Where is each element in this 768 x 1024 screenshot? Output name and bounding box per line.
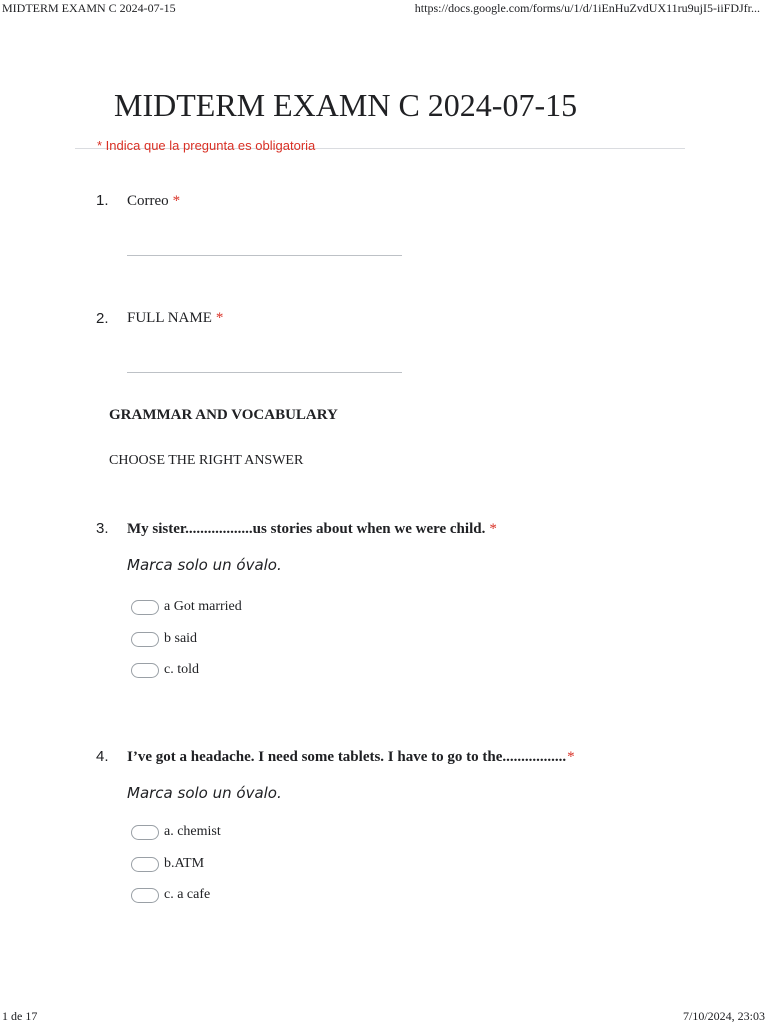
- option-label: a. chemist: [164, 824, 221, 839]
- print-header-title: MIDTERM EXAMN C 2024-07-15: [2, 1, 176, 15]
- print-header-url: https://docs.google.com/forms/u/1/d/1iEnHuZvdUX11ru9ujI5-iiFDJfr...: [414, 1, 760, 15]
- question-3-option-a[interactable]: [131, 596, 242, 618]
- question-4-text: I’ve got a headache. I need some tablets. I have to go to the.................: [127, 749, 567, 765]
- question-2-label: [127, 310, 223, 327]
- radio-oval-icon[interactable]: [131, 857, 159, 872]
- radio-oval-icon[interactable]: [131, 663, 159, 678]
- question-4-number: 4.: [96, 748, 109, 765]
- form-title: MIDTERM EXAMN C 2024-07-15: [114, 87, 578, 123]
- required-asterisk: *: [215, 310, 224, 326]
- question-3-instruction: Marca solo un óvalo.: [127, 556, 282, 574]
- question-1-label: [127, 193, 180, 210]
- question-3-option-c[interactable]: [131, 659, 199, 681]
- question-4-option-b[interactable]: [131, 853, 204, 875]
- section-description: CHOOSE THE RIGHT ANSWER: [109, 453, 304, 468]
- radio-oval-icon[interactable]: [131, 632, 159, 647]
- email-field[interactable]: [127, 255, 402, 256]
- question-2-number: 2.: [96, 310, 109, 327]
- radio-oval-icon[interactable]: [131, 888, 159, 903]
- question-2-text: FULL NAME: [127, 310, 212, 326]
- option-label: c. a cafe: [164, 887, 211, 902]
- section-heading: GRAMMAR AND VOCABULARY: [109, 407, 338, 423]
- radio-oval-icon[interactable]: [131, 600, 159, 615]
- print-footer-datetime: 7/10/2024, 23:03: [682, 1009, 765, 1023]
- print-footer-page-number: 1 de 17: [2, 1009, 38, 1023]
- option-label: c. told: [164, 662, 199, 677]
- required-asterisk: *: [489, 521, 497, 537]
- required-asterisk: *: [567, 749, 575, 765]
- required-note: * Indica que la pregunta es obligatoria: [97, 138, 316, 153]
- question-3-number: 3.: [96, 520, 109, 537]
- required-asterisk: *: [172, 193, 181, 209]
- question-4-instruction: Marca solo un óvalo.: [127, 784, 282, 802]
- question-1-text: Correo: [127, 193, 169, 209]
- question-4-label: [127, 749, 575, 766]
- question-4-option-a[interactable]: [131, 821, 221, 843]
- radio-oval-icon[interactable]: [131, 825, 159, 840]
- option-label: a Got married: [164, 599, 242, 614]
- option-label: b.ATM: [164, 856, 205, 871]
- full-name-field[interactable]: [127, 372, 402, 373]
- question-4-option-c[interactable]: [131, 884, 210, 906]
- question-3-option-b[interactable]: [131, 628, 197, 650]
- question-3-text: My sister..................us stories about when we were child.: [127, 521, 486, 537]
- question-1-number: 1.: [96, 192, 109, 209]
- option-label: b said: [164, 631, 198, 646]
- question-3-label: [127, 521, 497, 538]
